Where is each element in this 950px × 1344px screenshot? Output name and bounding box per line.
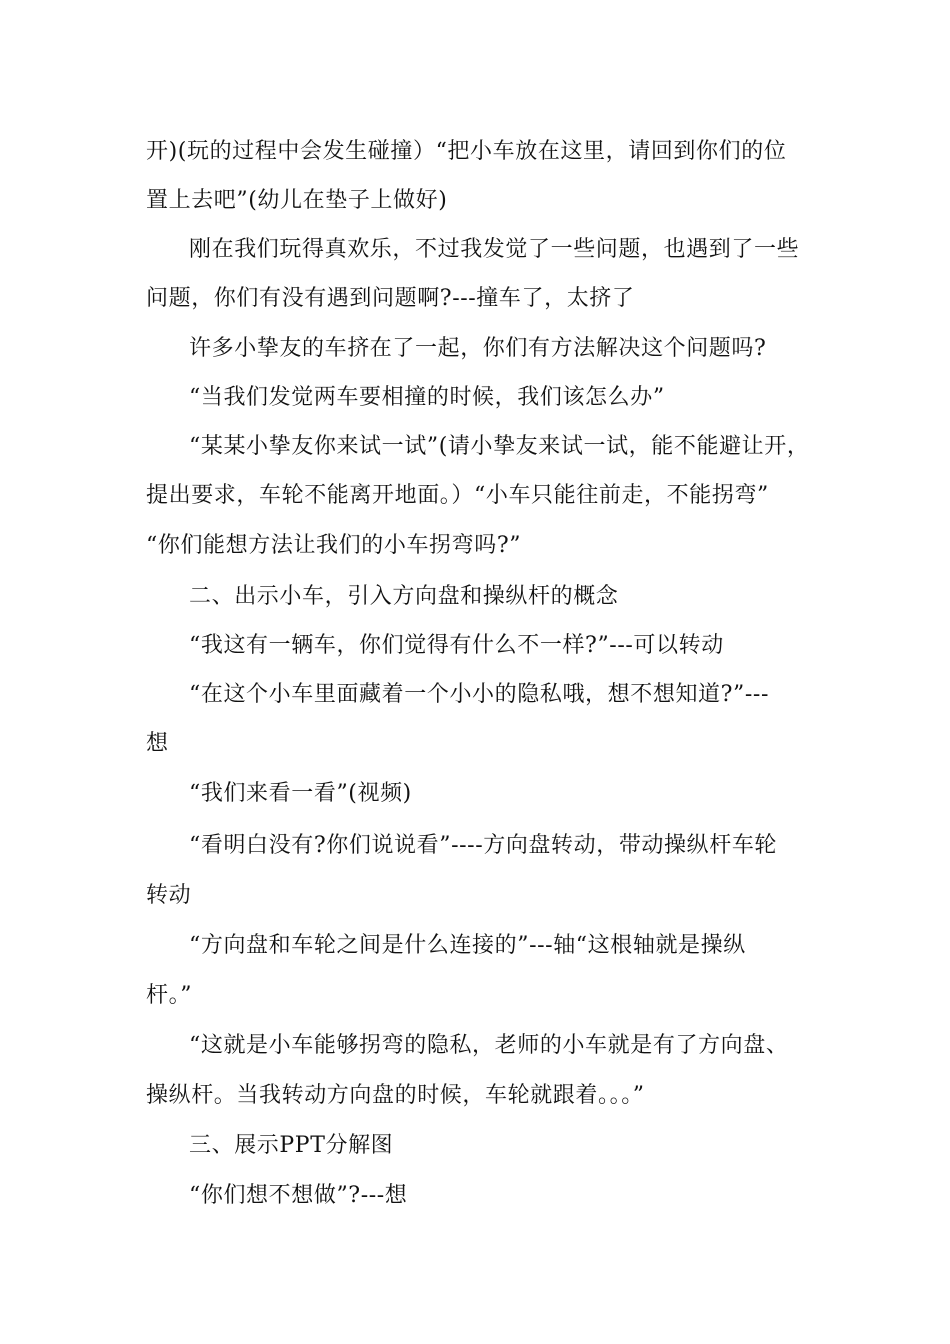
text-line: “这就是小车能够拐弯的隐私，老师的小车就是有了方向盘、	[189, 1033, 789, 1058]
text-line: “看明白没有?你们说说看”----方向盘转动，带动操纵杆车轮	[189, 833, 778, 858]
text-line: 许多小挚友的车挤在了一起，你们有方法解决这个问题吗?	[189, 336, 767, 361]
text-line: “某某小挚友你来试一试”(请小挚友来试一试，能不能避让开，	[189, 434, 810, 459]
text-line: “你们能想方法让我们的小车拐弯吗?”	[146, 533, 522, 558]
text-line: 想	[146, 731, 169, 756]
text-line: 操纵杆。当我转动方向盘的时候，车轮就跟着。。。”	[146, 1083, 645, 1108]
text-line: 问题，你们有没有遇到问题啊?---撞车了，太挤了	[146, 286, 635, 311]
text-line: 二、出示小车，引入方向盘和操纵杆的概念	[189, 584, 619, 609]
text-line: “我们来看一看”(视频)	[189, 781, 412, 806]
text-line: “我这有一辆车，你们觉得有什么不一样?”---可以转动	[189, 633, 724, 658]
text-line: 提出要求，车轮不能离开地面。）“小车只能往前走，不能拐弯”	[146, 483, 769, 508]
text-line: 刚在我们玩得真欢乐，不过我发觉了一些问题，也遇到了一些	[189, 237, 800, 262]
text-line: “方向盘和车轮之间是什么连接的”---轴“这根轴就是操纵	[189, 933, 746, 958]
text-line: 转动	[146, 883, 192, 908]
text-line: 三、展示PPT分解图	[189, 1133, 394, 1158]
text-line: “在这个小车里面藏着一个小小的隐私哦，想不想知道?”---	[189, 682, 769, 707]
text-line: “你们想不想做”?---想	[189, 1183, 408, 1208]
text-line: “当我们发觉两车要相撞的时候，我们该怎么办”	[189, 385, 665, 410]
text-line: 置上去吧”(幼儿在垫子上做好)	[146, 188, 448, 213]
text-line: 杆。”	[146, 983, 193, 1008]
text-line: 开)(玩的过程中会发生碰撞）“把小车放在这里，请回到你们的位	[146, 139, 787, 164]
